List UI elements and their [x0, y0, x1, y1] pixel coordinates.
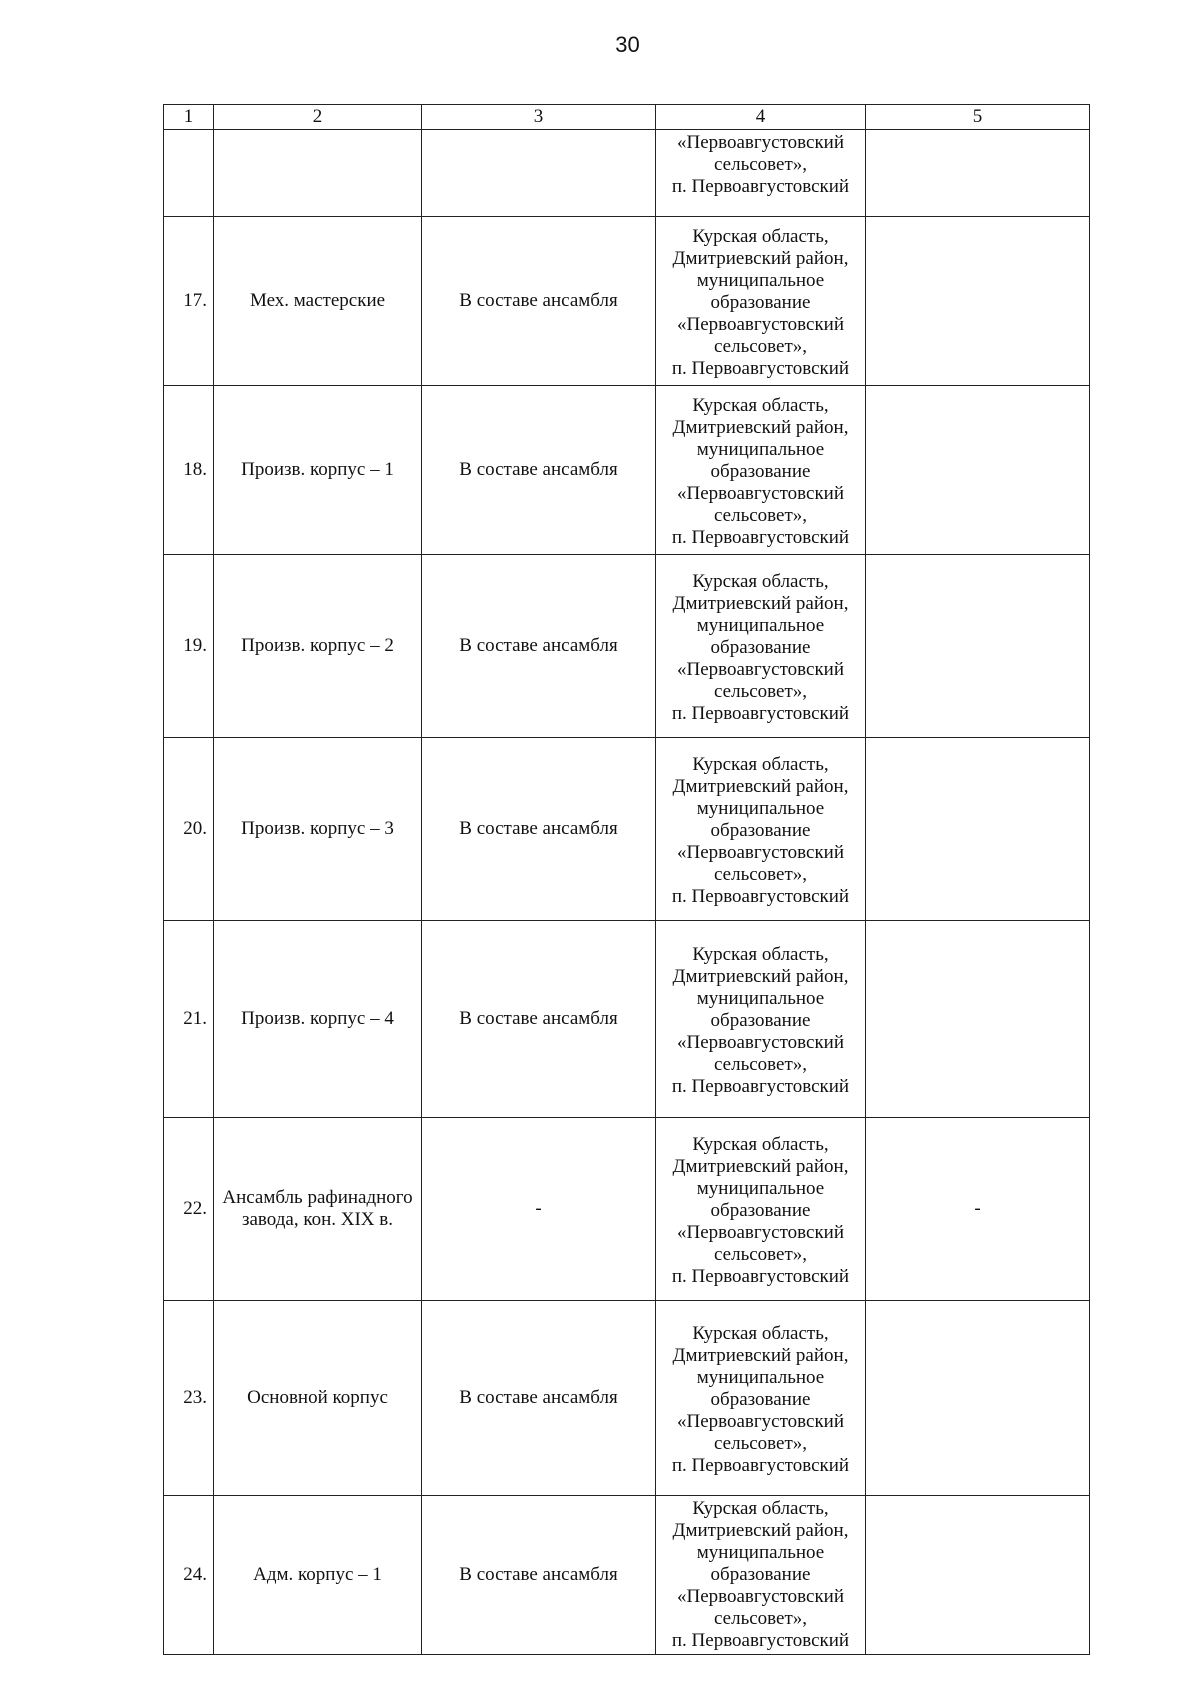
cell-note: - — [866, 1118, 1090, 1301]
address-line: п. Первоавгустовский — [671, 1630, 850, 1651]
address-line: «Первоавгустовский — [676, 1032, 845, 1053]
address-line: п. Первоавгустовский — [671, 1076, 850, 1097]
address-line: образование — [710, 1564, 811, 1585]
cell-num: 21. — [164, 921, 214, 1118]
address-line: Дмитриевский район, — [672, 248, 849, 269]
heritage-objects-table — [163, 104, 1090, 1655]
cell-note — [866, 386, 1090, 555]
cell-status: В составе ансамбля — [422, 921, 656, 1118]
address-line: сельсовет», — [713, 864, 808, 885]
address-line: муниципальное — [696, 1367, 825, 1388]
cell-address — [656, 217, 866, 386]
address-line: образование — [710, 1010, 811, 1031]
cell-num: 22. — [164, 1118, 214, 1301]
address-line: сельсовет», — [713, 681, 808, 702]
address-line: образование — [710, 820, 811, 841]
table-row — [164, 1118, 1090, 1301]
address-line: Дмитриевский район, — [672, 1345, 849, 1366]
address-line: муниципальное — [696, 439, 825, 460]
cell-status: В составе ансамбля — [422, 1301, 656, 1496]
address-line: сельсовет», — [713, 336, 808, 357]
cell-num: 24. — [164, 1496, 214, 1655]
address-line: Дмитриевский район, — [672, 593, 849, 614]
address-line: Курская область, — [692, 571, 829, 592]
address-line: п. Первоавгустовский — [671, 527, 850, 548]
cell-name — [214, 130, 422, 217]
name-line: Ансамбль рафинадного — [222, 1187, 413, 1208]
table-row — [164, 1496, 1090, 1655]
cell-status: В составе ансамбля — [422, 555, 656, 738]
cell-status: В составе ансамбля — [422, 1496, 656, 1655]
cell-num: 18. — [164, 386, 214, 555]
column-header-5: 5 — [866, 105, 1090, 130]
address-line: Курская область, — [692, 226, 829, 247]
address-line: Курская область, — [692, 944, 829, 965]
column-header-3: 3 — [422, 105, 656, 130]
column-header-1: 1 — [164, 105, 214, 130]
address-line: п. Первоавгустовский — [671, 703, 850, 724]
table-row — [164, 217, 1090, 386]
address-line: сельсовет», — [713, 1433, 808, 1454]
cell-address — [656, 1301, 866, 1496]
cell-name: Произв. корпус – 1 — [214, 386, 422, 555]
address-line: Дмитриевский район, — [672, 417, 849, 438]
cell-address — [656, 921, 866, 1118]
cell-note — [866, 921, 1090, 1118]
address-line: образование — [710, 461, 811, 482]
cell-name: Мех. мастерские — [214, 217, 422, 386]
cell-num — [164, 130, 214, 217]
address-line: «Первоавгустовский — [676, 132, 845, 153]
cell-address — [656, 738, 866, 921]
address-line: п. Первоавгустовский — [671, 176, 850, 197]
address-line: «Первоавгустовский — [676, 1586, 845, 1607]
cell-status — [422, 130, 656, 217]
page-number: 30 — [615, 32, 640, 57]
address-line: муниципальное — [696, 1542, 825, 1563]
address-line: Курская область, — [692, 1134, 829, 1155]
cell-note — [866, 130, 1090, 217]
cell-name: Адм. корпус – 1 — [214, 1496, 422, 1655]
address-line: Дмитриевский район, — [672, 776, 849, 797]
table-row — [164, 386, 1090, 555]
address-line: «Первоавгустовский — [676, 483, 845, 504]
address-line: Курская область, — [692, 395, 829, 416]
address-line: сельсовет», — [713, 1054, 808, 1075]
cell-note — [866, 738, 1090, 921]
address-line: образование — [710, 1200, 811, 1221]
address-line: п. Первоавгустовский — [671, 1266, 850, 1287]
address-line: Дмитриевский район, — [672, 1520, 849, 1541]
cell-name: Произв. корпус – 4 — [214, 921, 422, 1118]
cell-status: В составе ансамбля — [422, 738, 656, 921]
cell-num: 19. — [164, 555, 214, 738]
cell-status: В составе ансамбля — [422, 217, 656, 386]
address-line: Дмитриевский район, — [672, 1156, 849, 1177]
cell-note — [866, 1301, 1090, 1496]
address-line: образование — [710, 1389, 811, 1410]
address-line: п. Первоавгустовский — [671, 886, 850, 907]
name-line: завода, кон. XIX в. — [241, 1209, 393, 1230]
address-line: сельсовет», — [713, 1608, 808, 1629]
cell-name — [214, 1118, 422, 1301]
address-line: муниципальное — [696, 798, 825, 819]
cell-address — [656, 386, 866, 555]
address-line: «Первоавгустовский — [676, 659, 845, 680]
address-line: «Первоавгустовский — [676, 1411, 845, 1432]
address-line: п. Первоавгустовский — [671, 1455, 850, 1476]
cell-note — [866, 217, 1090, 386]
address-line: муниципальное — [696, 988, 825, 1009]
address-line: «Первоавгустовский — [676, 842, 845, 863]
cell-num: 23. — [164, 1301, 214, 1496]
address-line: образование — [710, 637, 811, 658]
address-line: «Первоавгустовский — [676, 1222, 845, 1243]
table-row — [164, 555, 1090, 738]
cell-name: Произв. корпус – 3 — [214, 738, 422, 921]
table-row — [164, 1301, 1090, 1496]
cell-note — [866, 1496, 1090, 1655]
column-header-4: 4 — [656, 105, 866, 130]
cell-name: Основной корпус — [214, 1301, 422, 1496]
address-line: Курская область, — [692, 1498, 829, 1519]
cell-address — [656, 555, 866, 738]
cell-address — [656, 130, 866, 217]
cell-num: 20. — [164, 738, 214, 921]
column-number-row — [164, 105, 1090, 130]
cell-num: 17. — [164, 217, 214, 386]
address-line: Дмитриевский район, — [672, 966, 849, 987]
table-row — [164, 921, 1090, 1118]
cell-name: Произв. корпус – 2 — [214, 555, 422, 738]
address-line: муниципальное — [696, 1178, 825, 1199]
address-line: муниципальное — [696, 270, 825, 291]
cell-status: В составе ансамбля — [422, 386, 656, 555]
address-line: Курская область, — [692, 754, 829, 775]
cell-address — [656, 1118, 866, 1301]
cell-address — [656, 1496, 866, 1655]
address-line: Курская область, — [692, 1323, 829, 1344]
table-row — [164, 738, 1090, 921]
address-line: муниципальное — [696, 615, 825, 636]
column-header-2: 2 — [214, 105, 422, 130]
address-line: сельсовет», — [713, 1244, 808, 1265]
address-line: сельсовет», — [713, 154, 808, 175]
cell-note — [866, 555, 1090, 738]
address-line: «Первоавгустовский — [676, 314, 845, 335]
address-line: образование — [710, 292, 811, 313]
address-line: сельсовет», — [713, 505, 808, 526]
continuation-row — [164, 130, 1090, 217]
address-line: п. Первоавгустовский — [671, 358, 850, 379]
cell-status: - — [422, 1118, 656, 1301]
